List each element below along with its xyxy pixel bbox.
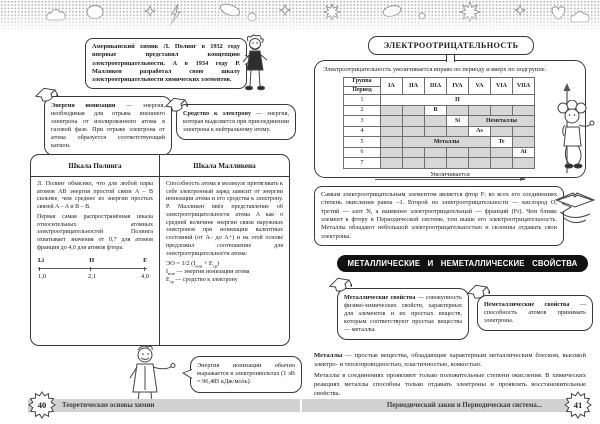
empty-cell [403,158,425,169]
value-h: 2,1 [88,272,97,280]
right-arrow-icon [375,179,525,180]
page-number-badge-40 [28,391,56,419]
term-metals: Металлы [314,352,343,359]
element-cell-Te: Te [491,137,513,148]
nonmetals-label: Неметаллы [469,116,535,127]
body-icon [564,127,581,146]
circle-icon [419,13,425,19]
empty-cell [381,126,403,137]
empty-cell [447,105,469,116]
empty-cell [491,158,513,169]
empty-cell [381,147,403,158]
corner-group-label: Группа [352,78,372,85]
empty-cell [425,116,447,127]
periodic-trend-table [343,77,535,168]
pauling-paragraph-2: Первая самая распространённая шкала относительных атомных электроотрицательностей Полинга охватывает значения от 0,7 для атомов франция до 4,0 для атомов фтора. [37,213,153,251]
pauling-scale-header: Шкала Полинга [31,155,160,177]
corner-cell [344,78,381,95]
metals-paragraph-2: Металлы в соединениях проявляют только положительные степени окисления. В химических реакциях металлы способны только отдавать электроны и проявлять восстановительные свойства. [314,371,586,397]
empty-cell [469,158,491,169]
left-footer-text: Теоретические основы химии [62,402,155,409]
graduation-cap-icon [328,276,352,294]
empty-cell [381,105,403,116]
empty-cell [513,158,535,169]
fluorine-textbox [314,186,564,246]
term-electron-affinity: Сродство к электрону [183,110,252,117]
graduation-cap-icon [466,283,490,301]
period-label: 2 [344,105,381,116]
empty-cell [447,158,469,169]
element-cell-As: As [469,126,491,137]
empty-cell [491,126,513,137]
group-header: IIA [403,78,425,95]
term-nonmetallic-properties: Неметаллические свойства [484,301,570,308]
period-label: 7 [344,158,381,169]
cloud-icon [47,10,65,20]
intro-textbox [85,38,247,89]
increase-label: Увеличивается [430,170,470,178]
element-li: Li [38,256,45,264]
graduation-cap-icon [164,96,188,114]
right-footer-text: Периодический закон и Периодическая система... [386,402,542,409]
increase-right-arrow [375,171,525,180]
decorative-halftone-band [0,0,600,34]
electronvolt-note-bubble [190,356,302,393]
cloud-icon [571,12,589,22]
period-label: 1 [344,95,381,106]
value-f: 4,0 [141,272,149,280]
element-cell-At: At [513,147,535,158]
empty-cell [425,126,447,137]
intro-text: Американский химик Л. Полинг в 1932 году впервые представил концепцию электроотрицательности. А в 1934 году Р. Малликен разработал свою шкалу электроотрицательности химических элементов. [92,43,240,84]
star-icon [145,6,155,16]
empty-cell [469,105,491,116]
empty-cell [513,126,535,137]
period-label: 6 [344,147,381,158]
group-header: VIIA [513,78,535,95]
metals-description [314,352,586,400]
speech-tail [182,369,192,379]
empty-cell [403,116,425,127]
term-ionization-energy: Энергия ионизации [51,102,116,109]
blob-icon [219,2,241,18]
empty-cell [381,137,403,148]
definition-text: — энергия, которая выделяется при присоединении электрона к нейтральному атому. [183,110,290,134]
mulliken-scale-cell [160,177,289,345]
empty-cell [491,147,513,158]
empty-cell [447,126,469,137]
mulliken-paragraph: Способность атома в молекуле притягивать к себе электронный заряд зависит от энергии ионизации атома и его сродства к электрону. Р. Малликен ввёл представление об электроотрицательности атома A как о средней величине энергии связи наружных электронов при ионизации валентных состояний (от A– до A+) и на этой основе предложил соотношение для электроотрицательности атома: [166,181,283,257]
section-title-electronegativity: ЭЛЕКТРООТРИЦАТЕЛЬНОСТЬ [368,36,534,55]
section-banner-metallic-properties: МЕТАЛЛИЧЕСКИЕ И НЕМЕТАЛЛИЧЕСКИЕ СВОЙСТВА [337,255,588,272]
star-icon [280,5,290,15]
heart-icon [552,7,565,20]
group-header: IVA [447,78,469,95]
suit-icon [247,51,263,70]
empty-cell [491,105,513,116]
page-number-badge-41 [564,391,592,419]
pointing-arm-icon [153,366,172,369]
flying-book-doodle [552,184,598,234]
definition-text: — энергия, необходимая для отрыва внешнего электрона от изолированного атома в газовой фазе. При отрыве электрона от атома образуется соответствующий катион. [51,102,165,150]
nonmetallic-properties-bubble [477,295,593,331]
value-li: 1,0 [38,272,46,280]
empty-cell [469,147,491,158]
fluorine-text: Самым электроотрицательным элементом является фтор F: во всех его соединениях степень окисления равна –1. Второй по электроотрицательности — кислород O, третий — азот N, а наименее электроотрицательный — франций (Fr). Чем ближе элемент к фтору в Периодической системе, тем выше его электроотрицательность. Металлы обладают небольшой электроотрицательностью и склонны отдавать свои электроны. [321,191,557,240]
pauling-scale-cell [31,177,160,345]
definition-text: — совокупность физико-химических свойств, характерных для элементов и их простых веществ, которым соответствуют простые вещества — металлы. [344,294,462,334]
open-book-icon [556,193,594,207]
metals-paragraph-1: Металлы — простые вещества, обладающие характерным металлическим блеском, высокой электро- и теплопроводностью, пластичностью, ковкостью. [314,352,586,368]
corner-period-label: Период [344,86,380,94]
head-icon [250,39,261,50]
group-header: IA [381,78,403,95]
trend-note: Электроотрицательность увеличивается вправо по периоду и вверх по подгруппе. [323,66,547,73]
swoosh-icon [564,218,586,223]
starburst-icon [460,2,480,22]
blob-icon [382,4,402,18]
formula-note-1: $I_{ион}$ — энергии ионизации атома [166,269,250,277]
definition-text: — способность атомов принимать электроны. [484,301,586,325]
electronegativity-formula: ЭО = 1/2 $(I_{ион} + E_{ср})$ [166,260,220,269]
electronvolt-note: Энергия ионизации обычно выражается в электронвольтах (1 эВ = 96,485 кДж/моль). [197,362,295,386]
mulliken-scale-header: Шкала Малликена [160,155,289,177]
lightning-icon [170,4,180,26]
empty-cell [381,158,403,169]
electron-affinity-bubble [176,104,296,140]
pauling-paragraph-1: Л. Полинг объяснял, что для любой пары атомов AB энергия простой связи A – B сильнее, чем среднее из энергии простых связей A – A и B – B. [37,181,153,211]
empty-cell [403,147,425,158]
ionization-energy-bubble [44,96,172,156]
group-header: VA [469,78,491,95]
starburst-icon [324,4,340,20]
scientist-doodle [238,34,272,94]
empty-cell [513,137,535,148]
scales-comparison-table [30,154,290,346]
period-label: 5 [344,137,381,148]
empty-cell [425,158,447,169]
blob-icon [87,6,103,19]
period-label: 3 [344,116,381,127]
star-icon [515,5,525,15]
li-h-f-scale [37,257,153,284]
empty-cell [403,105,425,116]
circle-icon [248,13,256,21]
group-header: VIA [491,78,513,95]
electronegativity-trend-frame [314,60,586,178]
term-metallic-properties: Металлические свойства [344,294,416,301]
scale-axis [38,268,147,269]
page-number-left: 40 [37,400,47,410]
page-number-right: 41 [573,400,583,410]
element-cell-B: B [425,105,447,116]
curly-scientist-doodle [551,100,597,172]
element-cell-H: H [381,95,535,106]
head-icon [565,109,579,123]
metallic-properties-bubble [337,288,469,340]
left-footer-band [28,399,300,412]
doodle-shapes-icon [0,0,600,30]
element-cell-Si: Si [447,116,469,127]
graduation-cap-icon [34,86,58,104]
formula-note-2: $E_{ср}$ — сродство к электрону [166,277,238,285]
empty-cell [425,147,447,158]
group-header: IIIA [425,78,447,95]
empty-cell [403,126,425,137]
element-f: F [143,256,147,264]
empty-cell [513,105,535,116]
empty-cell [381,116,403,127]
element-h: H [89,256,95,264]
arm-icon [579,124,591,126]
empty-cell [447,147,469,158]
right-footer-band [302,399,568,412]
swoosh-icon [560,212,590,218]
metals-label: Металлы [403,137,491,148]
period-label: 4 [344,126,381,137]
